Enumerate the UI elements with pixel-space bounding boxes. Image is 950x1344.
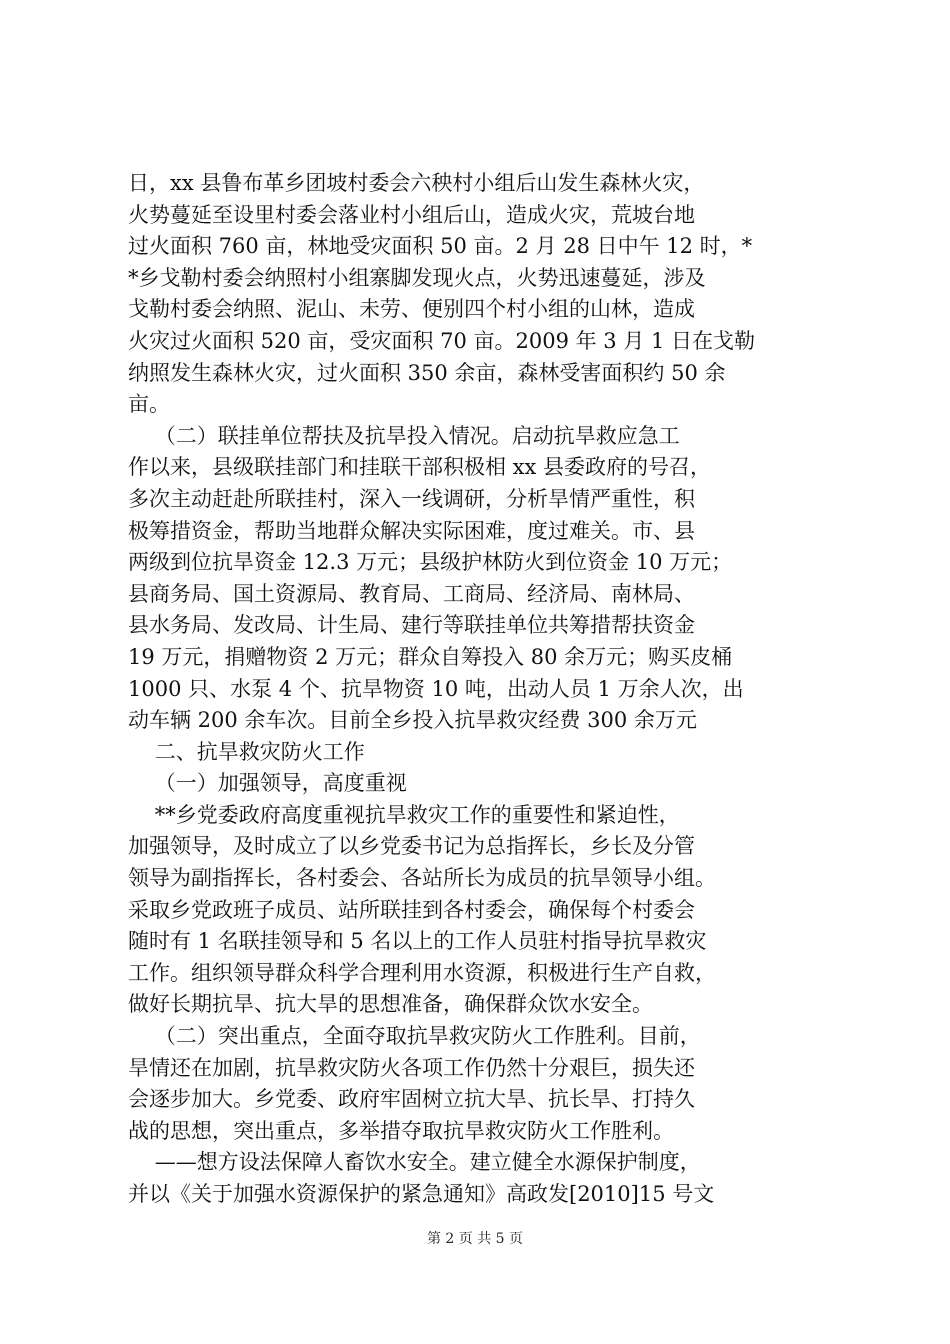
- text-line: 19 万元，捐赠物资 2 万元；群众自筹投入 80 余万元；购买皮桶: [128, 644, 733, 669]
- text-line: 加强领导，及时成立了以乡党委书记为总指挥长，乡长及分管: [128, 834, 695, 859]
- text-line: 做好长期抗旱、抗大旱的思想准备，确保群众饮水安全。: [128, 992, 653, 1017]
- page-footer: 第 2 页 共 5 页: [426, 1231, 524, 1247]
- text-line: 战的思想，突出重点，多举措夺取抗旱救灾防火工作胜利。: [128, 1118, 674, 1143]
- text-line: （二）联挂单位帮扶及抗旱投入情况。启动抗旱救应急工: [128, 423, 680, 448]
- text-line: 工作。组织领导群众科学合理利用水资源，积极进行生产自救，: [128, 960, 716, 985]
- text-line: 作以来，县级联挂部门和挂联干部积极相 xx 县委政府的号召，: [128, 455, 712, 480]
- text-line: 县水务局、发改局、计生局、建行等联挂单位共筹措帮扶资金: [128, 613, 695, 638]
- text-line: 多次主动赶赴所联挂村，深入一线调研，分析旱情严重性，积: [128, 486, 695, 511]
- text-line: 旱情还在加剧，抗旱救灾防火各项工作仍然十分艰巨，损失还: [128, 1055, 695, 1080]
- text-line: 领导为副指挥长，各村委会、各站所长为成员的抗旱领导小组。: [128, 866, 716, 891]
- document-body: [128, 168, 828, 1211]
- text-line: 随时有 1 名联挂领导和 5 名以上的工作人员驻村指导抗旱救灾: [128, 929, 707, 954]
- text-line: 会逐步加大。乡党委、政府牢固树立抗大旱、抗长旱、打持久: [128, 1087, 695, 1112]
- text-line: 极筹措资金，帮助当地群众解决实际困难，度过难关。市、县: [128, 518, 695, 543]
- text-line: 火灾过火面积 520 亩，受灾面积 70 亩。2009 年 3 月 1 日在戈勒: [128, 328, 756, 353]
- text-line: （二）突出重点，全面夺取抗旱救灾防火工作胜利。目前，: [128, 1024, 701, 1049]
- text-line: ——想方设法保障人畜饮水安全。建立健全水源保护制度，: [128, 1150, 701, 1175]
- text-line: 县商务局、国土资源局、教育局、工商局、经济局、南林局、: [128, 581, 695, 606]
- text-line: 1000 只、水泵 4 个、抗旱物资 10 吨，出动人员 1 万余人次，出: [128, 676, 744, 701]
- text-line: 动车辆 200 余车次。目前全乡投入抗旱救灾经费 300 余万元: [128, 708, 697, 733]
- text-line: 日，xx 县鲁布革乡团坡村委会六秧村小组后山发生森林火灾，: [128, 171, 705, 195]
- text-line: 采取乡党政班子成员、站所联挂到各村委会，确保每个村委会: [128, 897, 695, 922]
- text-line: 亩。: [128, 392, 170, 417]
- text-line: 二、抗旱救灾防火工作: [128, 739, 365, 764]
- text-line: 纳照发生森林火灾，过火面积 350 余亩，森林受害面积约 50 余: [128, 360, 726, 385]
- text-line: 戈勒村委会纳照、泥山、未劳、便别四个村小组的山林，造成: [128, 297, 695, 322]
- text-line: *乡戈勒村委会纳照村小组寨脚发现火点，火势迅速蔓延，涉及: [128, 265, 706, 290]
- text-line: 两级到位抗旱资金 12.3 万元；县级护林防火到位资金 10 万元；: [128, 550, 733, 575]
- text-line: 过火面积 760 亩，林地受灾面积 50 亩。2 月 28 日中午 12 时，*: [128, 234, 753, 259]
- text-line: **乡党委政府高度重视抗旱救灾工作的重要性和紧迫性，: [128, 802, 680, 827]
- text-line: 并以《关于加强水资源保护的紧急通知》高政发[2010]15 号文: [128, 1182, 715, 1206]
- text-line: （一）加强领导，高度重视: [128, 771, 407, 796]
- text-line: 火势蔓延至设里村委会落业村小组后山，造成火灾，荒坡台地: [128, 202, 695, 227]
